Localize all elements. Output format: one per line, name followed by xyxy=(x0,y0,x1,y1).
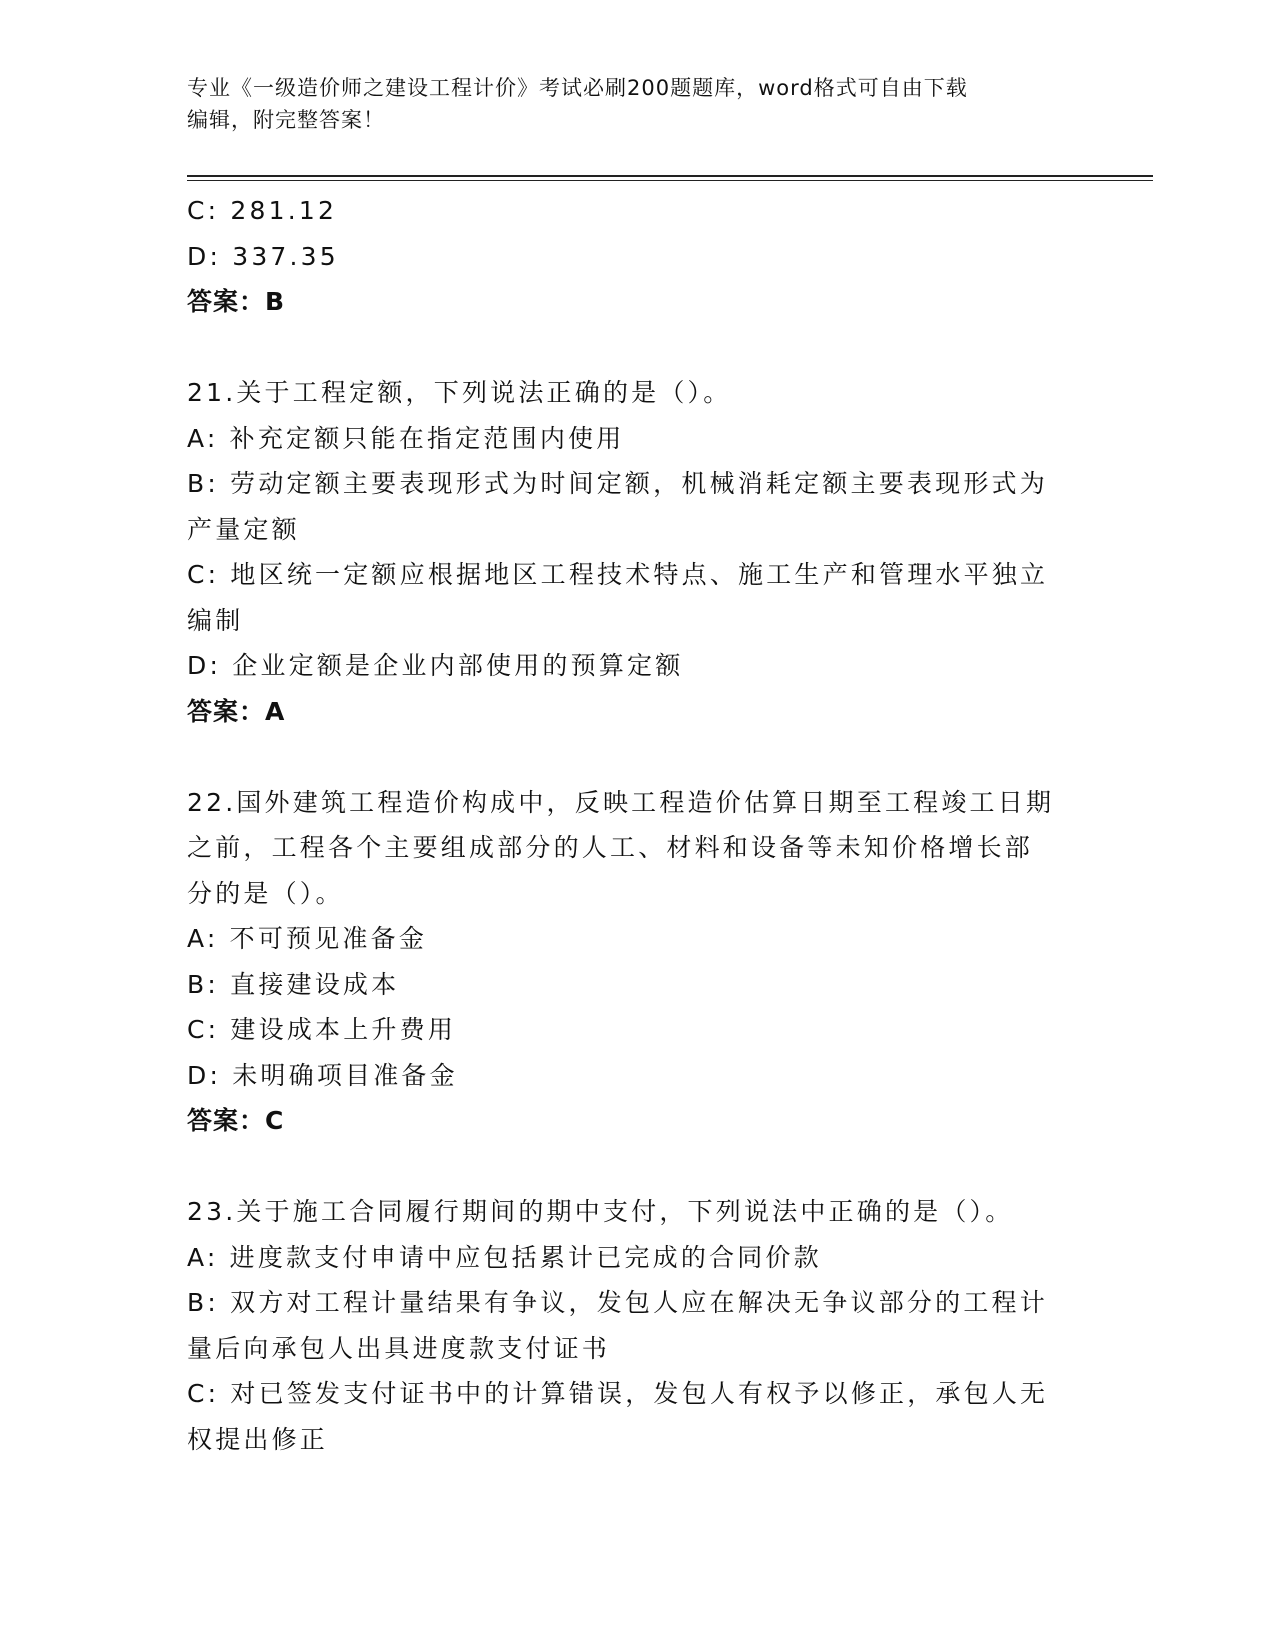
spacer xyxy=(187,1144,1067,1190)
q21-stem: 21.关于工程定额，下列说法正确的是（）。 xyxy=(187,378,732,407)
header-line-2: 编辑，附完整答案！ xyxy=(187,108,385,132)
q23-stem: 23.关于施工合同履行期间的期中支付，下列说法中正确的是（）。 xyxy=(187,1197,1014,1226)
prev-option-d: D: 337.35 xyxy=(187,241,339,271)
page-header xyxy=(187,72,1067,136)
header-rule-thick xyxy=(187,175,1153,177)
q21-option-c-line2: 编制 xyxy=(187,605,244,635)
q23-option-b-line2: 量后向承包人出具进度款支付证书 xyxy=(187,1333,611,1363)
prev-answer: 答案：B xyxy=(187,287,286,316)
q22-stem-line1: 22.国外建筑工程造价构成中，反映工程造价估算日期至工程竣工日期 xyxy=(187,787,1055,817)
q21-option-b-line2: 产量定额 xyxy=(187,514,300,544)
q22-answer: 答案：C xyxy=(187,1106,285,1135)
q22-option-c: C: 建设成本上升费用 xyxy=(187,1015,457,1044)
q23-option-c-line2: 权提出修正 xyxy=(187,1424,329,1454)
q21-option-a: A: 补充定额只能在指定范围内使用 xyxy=(187,423,625,453)
q23-option-a: A: 进度款支付申请中应包括累计已完成的合同价款 xyxy=(187,1242,822,1272)
prev-option-c: C: 281.12 xyxy=(187,196,338,225)
q22-option-d: D: 未明确项目准备金 xyxy=(187,1060,458,1090)
header-rule-thin xyxy=(187,180,1153,181)
q21-answer: 答案：A xyxy=(187,696,286,726)
q22-stem-line3: 分的是（）。 xyxy=(187,878,344,908)
header-line-1: 专业《一级造价师之建设工程计价》考试必刷200题题库，word格式可自由下载 xyxy=(187,76,968,100)
q21-option-c-line1: C: 地区统一定额应根据地区工程技术特点、施工生产和管理水平独立 xyxy=(187,560,1049,589)
spacer xyxy=(187,325,1067,371)
q23-option-b-line1: B: 双方对工程计量结果有争议，发包人应在解决无争议部分的工程计 xyxy=(187,1288,1048,1317)
q23-option-c-line1: C: 对已签发支付证书中的计算错误，发包人有权予以修正，承包人无 xyxy=(187,1379,1049,1408)
q22-stem-line2: 之前，工程各个主要组成部分的人工、材料和设备等未知价格增长部 xyxy=(187,833,1034,862)
q21-option-b-line1: B: 劳动定额主要表现形式为时间定额，机械消耗定额主要表现形式为 xyxy=(187,469,1048,498)
spacer xyxy=(187,734,1067,780)
question-content xyxy=(187,188,1067,1462)
q22-option-a: A: 不可预见准备金 xyxy=(187,924,428,953)
q21-option-d: D: 企业定额是企业内部使用的预算定额 xyxy=(187,651,684,680)
q22-option-b: B: 直接建设成本 xyxy=(187,969,400,999)
